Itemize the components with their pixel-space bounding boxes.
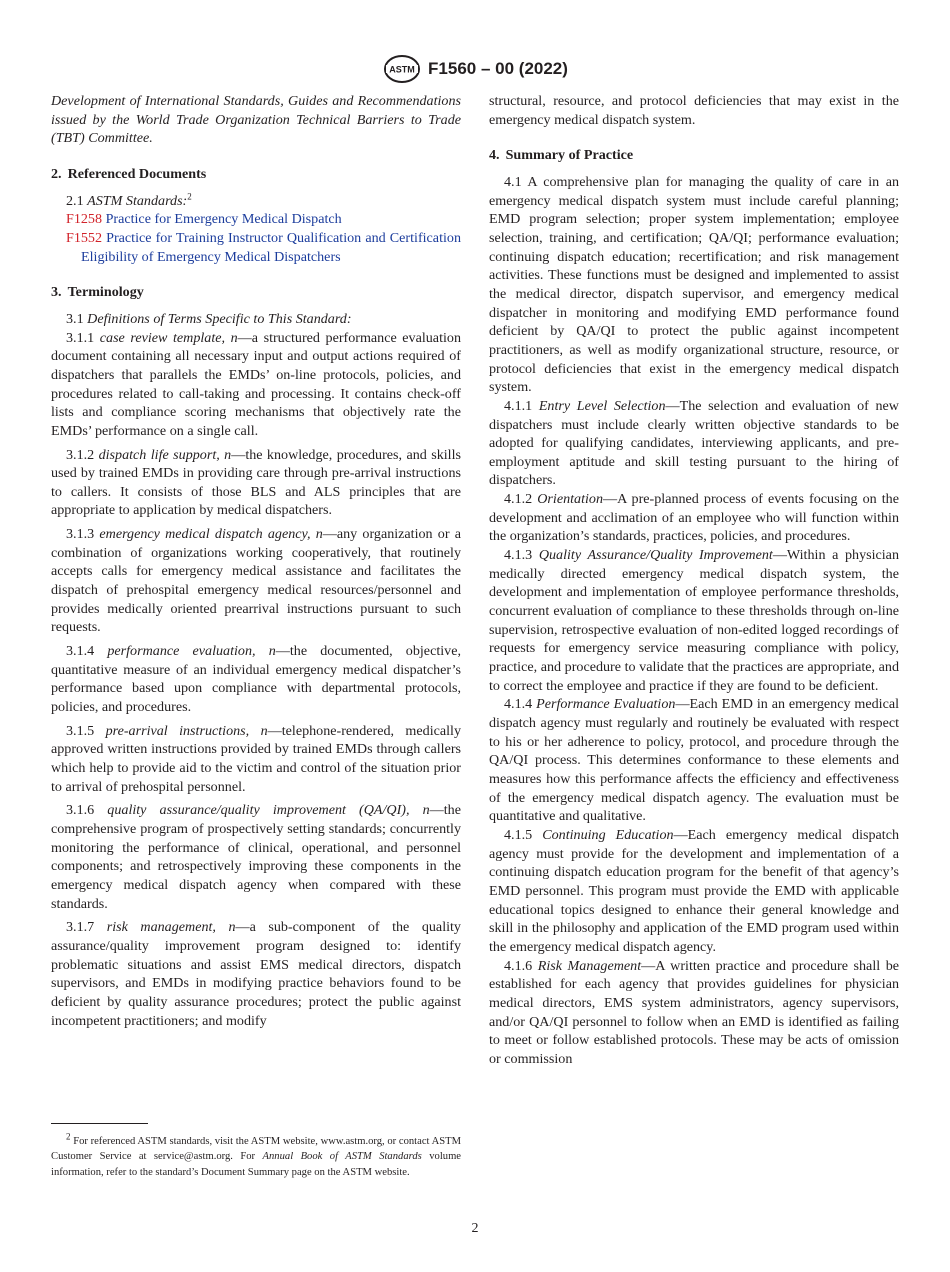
footnote-divider (51, 1123, 148, 1124)
term-3-1-2: 3.1.2 dispatch life support, n—the knowledge, procedures, and skills used by trained EMDs in providing care through pre-arrival instructions to callers. It consists of those BLS and ALS principles that are appropriate to application by medical dispatchers. (51, 446, 461, 519)
left-column (51, 92, 461, 1030)
section-3-heading: 3. Terminology (51, 284, 144, 301)
term-3-1-7-continuation: structural, resource, and protocol deficiencies that may exist in the emergency medical dispatch system. (489, 93, 899, 128)
term-3-1-6: 3.1.6 quality assurance/quality improvement (QA/QI), n—the comprehensive program of prospectively setting standards; concurrently monitoring the performance of clinical, operational, and personnel components; and retrospectively improving these components in the emergency medical dispatch agency when compared with these standards. (51, 802, 461, 912)
para-4-1-3: 4.1.3 Quality Assurance/Quality Improvement—Within a physician medically directed emergency medical dispatch system, the development and implementation of employee performance thresholds, concurrent evaluation of compliance to these thresholds through on-line supervision, retrospective evaluation of non-edited logged recordings of requests for emergency service measuring compliance with policy, practice, and procedure to validate that the practices are appropriate, and to correct the employee and practice if they are found to be deficient. (489, 547, 899, 694)
para-4-1-2: 4.1.2 Orientation—A pre-planned process of events focusing on the development and acclimation of an employee who will function within the organization’s standards, practices, policies, and procedures. (489, 491, 899, 545)
standard-designation: F1560 – 00 (2022) (428, 59, 568, 78)
term-3-1-1: 3.1.1 case review template, n—a structured performance evaluation document containing all necessary input and output actions required of dispatchers that parallels the EMDs’ on-line protocols, policies, and procedures related to call-taking and processing. It contains check-off lists and compliance scoring mechanisms that objectively rate the EMDs’ performance on a single call. (51, 329, 461, 439)
term-3-1-3: 3.1.3 emergency medical dispatch agency, n—any organization or a combination of organizations working cooperatively, that routinely accepts calls for emergency medical assistance and facilitates the dispatch of prehospital emergency medical resources/personnel and provides medically oriented prearrival instructions pursuant to such requests. (51, 526, 461, 636)
para-4-1-4: 4.1.4 Performance Evaluation—Each EMD in an emergency medical dispatch agency must regularly and routinely be evaluated with respect to his or her adherence to policy, protocol, and procedure through the QA/QI process. This determines conformance to these elements and measures how this performance affects the efficiency and effectiveness of the emergency medical dispatch agency. The evaluation must be quantitative and qualitative. (489, 696, 900, 825)
section-4-heading: 4. Summary of Practice (489, 147, 634, 164)
intro-continuation: Development of International Standards, Guides and Recommendations issued by the World Trade Organization Technical Barriers to Trade (TBT) Committee. (51, 93, 461, 147)
astm-logo-icon (382, 54, 422, 84)
term-3-1-4: 3.1.4 performance evaluation, n—the documented, objective, quantitative measure of an individual emergency medical dispatcher’s performance based upon compliance with departmental protocols, policies, and procedures. (51, 643, 461, 716)
ref-f1258[interactable]: F1258 Practice for Emergency Medical Dispatch (66, 211, 342, 228)
page-number: 2 (471, 1221, 479, 1236)
para-2-1: 2.1 ASTM Standards:$^2$ (66, 190, 192, 209)
para-4-1: 4.1 A comprehensive plan for managing the quality of care in an emergency medical dispatch system must include careful planning; EMD program selection; proper system implementation; employee selection, training, and certification; QA/QI; performance evaluation; continuing dispatch education; recertification; and risk management activities. These functions must be designed and implemented to assist the medical director, dispatch supervisor, and emergency medical dispatcher in monitoring and modifying EMD performance found deficient by QA/QI to protect the public against incompetent practitioners, as well as modify organizational structure, resource, or protocol deficiencies that exist in the emergency medical dispatch system. (489, 173, 899, 396)
term-3-1-5: 3.1.5 pre-arrival instructions, n—telephone-rendered, medically approved written instructions provided by trained EMDs through callers which help to provide aid to the victim and control of the situation prior to arrival of prehospital personnel. (51, 722, 461, 795)
para-3-1: 3.1 Definitions of Terms Specific to This Standard: (66, 310, 352, 327)
term-3-1-7: 3.1.7 risk management, n—a sub-component of the quality assurance/quality improvement program designed to: identify problematic situations and assist EMS medical directors, dispatch supervisors, and EMDs in modifying practice behaviors found to be deficient by quality assurance procedures; protect the public against incompetent practitioners; and modify (51, 919, 461, 1029)
ref-f1552[interactable]: F1552 Practice for Training Instructor Qualification and Certification Eligibility of Emergency Medical Dispatchers (66, 229, 461, 265)
logo-text: ASTM (389, 64, 415, 75)
page-header (0, 54, 950, 89)
para-4-1-1: 4.1.1 Entry Level Selection—The selection and evaluation of new dispatchers must include clearly written objective standards to be adopted for qualifying candidates, interviewing applicants, and pre-employment aptitude and skill testing pursuant to the hiring of dispatchers. (489, 397, 899, 489)
section-2-heading: 2. Referenced Documents (51, 165, 207, 182)
right-column (489, 92, 899, 1068)
para-4-1-5: 4.1.5 Continuing Education—Each emergency medical dispatch agency must provide for the development and implementation of a continuing dispatch education program for the benefit of that agency’s EMD personnel. This program must provide the EMD with applicable educational topics designed to enhance their general knowledge and skill in the philosophy and application of the EMD program used within the emergency medical dispatch agency. (489, 826, 899, 955)
para-4-1-6: 4.1.6 Risk Management—A written practice and procedure shall be established for each agency that provides guidelines for physician medical directors, EMS system administrators, agency supervisors, and/or QA/QI personnel to follow when an EMD is identified as failing to meet or follow established protocols. These may be acts of omission or commission (489, 957, 899, 1067)
footnote-2: $^2$ For referenced ASTM standards, visit the ASTM website, www.astm.org, or contact ASTM Customer Service at service@astm.org. For Annual Book of ASTM Standards volume information, refer to the standard’s Document Summary page on the ASTM website. (51, 1131, 462, 1178)
